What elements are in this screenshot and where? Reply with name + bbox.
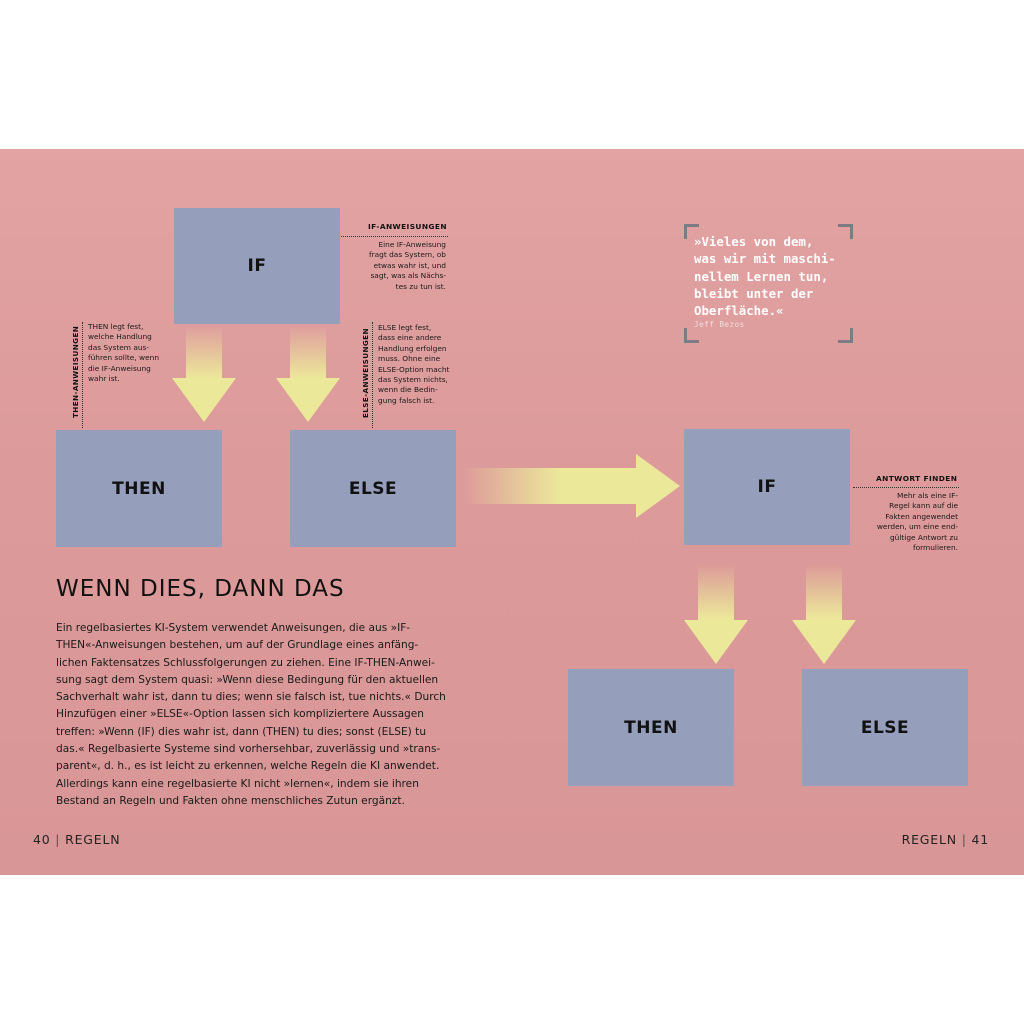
folio-left-number: 40 <box>33 832 51 847</box>
arrow-if-to-then <box>172 326 236 422</box>
box-then-left: THEN <box>56 430 222 547</box>
note-else-leader <box>372 322 373 428</box>
box-else-right: ELSE <box>802 669 968 786</box>
folio-right-label: REGELN <box>901 832 957 847</box>
folio-left-label: REGELN <box>65 832 121 847</box>
arrow-if-to-else-right <box>792 564 856 664</box>
box-if-top: IF <box>174 208 340 324</box>
note-answer-text: Mehr als eine IF- Regel kann auf die Fakten angewendet werden, um eine end- gültige Antwort zu formulieren. <box>876 491 958 553</box>
folio-right-separator: | <box>961 832 967 847</box>
note-else-text: ELSE legt fest, dass eine andere Handlung erfolgen muss. Ohne eine ELSE-Option macht das System nichts, wenn die Bedin- gung falsch ist. <box>378 323 450 405</box>
note-if-leader <box>341 236 448 237</box>
quote-bracket-br <box>838 328 853 343</box>
note-then-text: THEN legt fest, welche Handlung das System aus- führen sollte, wenn die IF-Anweisung wahr ist. <box>88 322 160 384</box>
note-if-text: Eine IF-Anweisung fragt das System, ob etwas wahr ist, und sagt, was als Nächs- tes zu tun ist. <box>369 240 446 291</box>
article-heading: WENN DIES, DANN DAS <box>56 576 345 602</box>
arrow-if-to-else <box>276 326 340 422</box>
note-if-title: IF-ANWEISUNGEN <box>368 222 447 231</box>
folio-left <box>33 832 120 847</box>
note-answer-leader <box>853 487 959 488</box>
arrow-else-to-if <box>462 454 680 518</box>
note-then-leader <box>82 322 83 428</box>
note-answer-title: ANTWORT FINDEN <box>876 474 958 483</box>
quote-author: Jeff Bezos <box>694 320 745 329</box>
note-else-title: ELSE-ANWEISUNGEN <box>361 328 370 418</box>
folio-left-separator: | <box>55 832 61 847</box>
folio-right <box>902 832 989 847</box>
box-if-right: IF <box>684 429 850 545</box>
folio-right-number: 41 <box>971 832 989 847</box>
arrow-if-to-then-right <box>684 564 748 664</box>
note-then-title: THEN-ANWEISUNGEN <box>71 325 80 418</box>
box-then-right: THEN <box>568 669 734 786</box>
quote-text: »Vieles von dem, was wir mit maschi- nellem Lernen tun, bleibt unter der Oberfläche.« <box>694 234 836 319</box>
quote-bracket-bl <box>684 328 699 343</box>
box-else-left: ELSE <box>290 430 456 547</box>
article-body: Ein regelbasiertes KI-System verwendet Anweisungen, die aus »IF- THEN«-Anweisungen bestehen, um auf der Grundlage eines anfäng- lichen Faktensatzes Schlussfolgerungen zu ziehen. Eine IF-THEN-Anwei- sung sagt dem System quasi: »Wenn diese Bedingung für den aktuellen Sachverhalt wahr ist, dann tu dies; wenn sie falsch ist, tue nichts.« Durch Hinzufügen einer »ELSE«-Option lassen sich kompliziertere Aussagen treffen: »Wenn (IF) dies wahr ist, dann (THEN) tu dies; sonst (ELSE) tu das.« Regelbasierte Systeme sind vorhersehbar, zuverlässig und »trans- parent«, d. h., es ist leicht zu erkennen, welche Regeln die KI anwendet. Allerdings kann eine regelbasierte KI nicht »lernen«, indem sie ihren Bestand an Regeln und Fakten ohne menschliches Zutun ergänzt. <box>56 622 446 807</box>
